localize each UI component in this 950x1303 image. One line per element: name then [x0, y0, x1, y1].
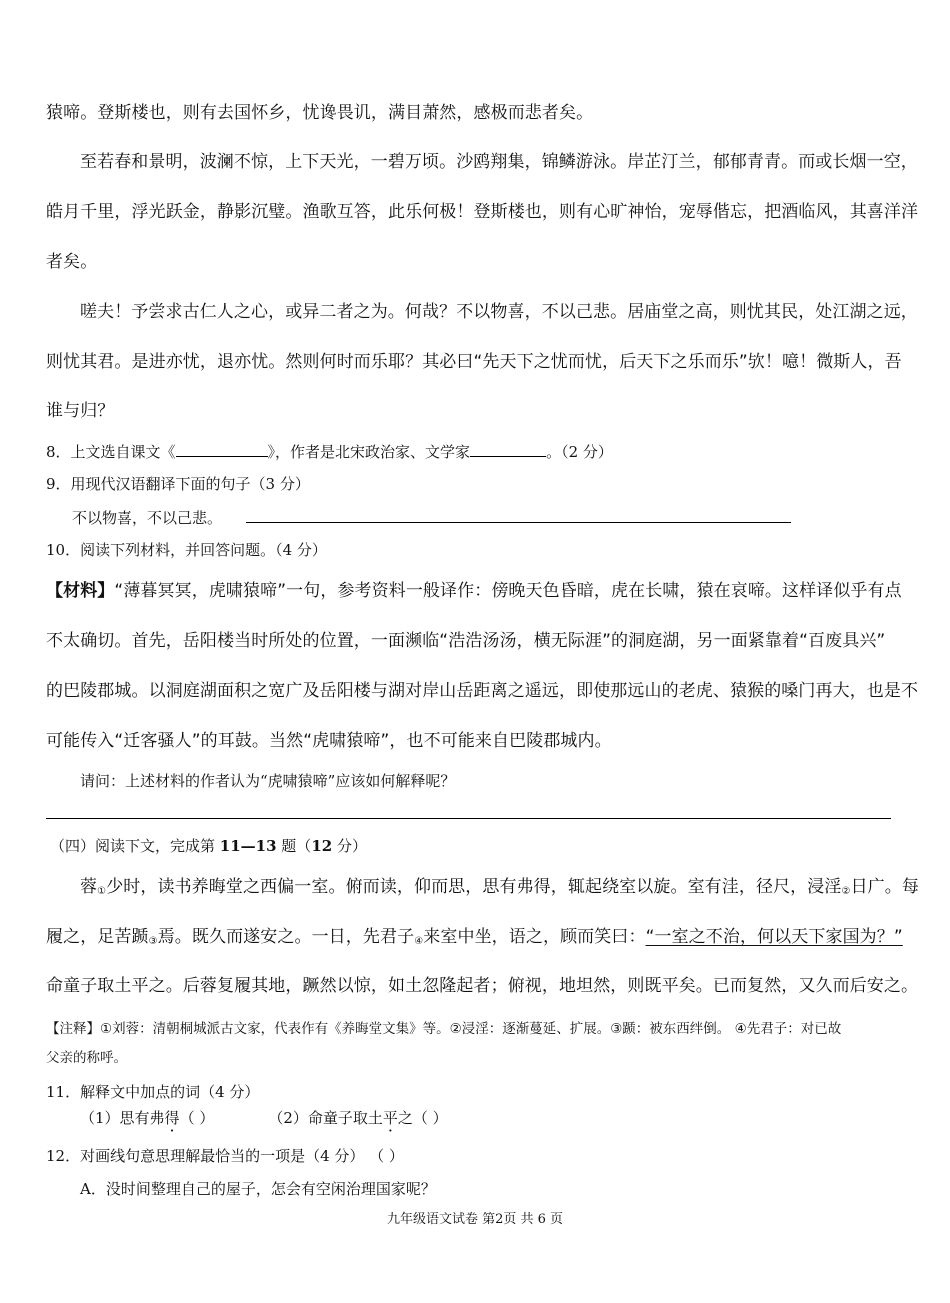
section-4-text-c: 题（	[276, 837, 312, 855]
q9-answer-line[interactable]	[246, 507, 791, 523]
passage-line-4: 者矣。	[46, 252, 98, 272]
text2-line-2	[46, 922, 908, 947]
q9-sentence-text: 不以物喜，不以己悲。	[72, 509, 223, 527]
question-8	[46, 441, 908, 462]
material-line-4: 可能传入“迁客骚人”的耳鼓。当然“虎啸猿啼”，也不可能来自巴陵郡城内。	[46, 731, 612, 751]
text2-seg: 焉。既久而遂安之。一日，先君子	[157, 927, 415, 947]
q11-item-2: （2）命童子取土	[268, 1109, 383, 1127]
passage-line-1: 猿啼。登斯楼也，则有去国怀乡，忧谗畏讥，满目萧然，感极而悲者矣。	[46, 103, 594, 123]
q8-blank-author[interactable]	[470, 441, 546, 457]
text2-seg: 日广。每	[850, 877, 919, 897]
footnote-marker-1: ①	[97, 886, 107, 897]
q8-text-3: 。（2 分）	[546, 443, 613, 461]
material-line-2: 不太确切。首先，岳阳楼当时所处的位置，一面濒临“浩浩汤汤，横无际涯”的洞庭湖，另一面紧靠着“百废具兴”	[46, 631, 886, 651]
notes-line-2: 父亲的称呼。	[46, 1050, 127, 1066]
section-4-range: 11—13	[219, 837, 277, 855]
text2-seg: 履之，足苦踬	[46, 927, 149, 947]
text2-line-3: 命童子取土平之。后蓉复履其地，蹶然以惊，如土忽隆起者；俯视，地坦然，则既平矣。已而复然，又久而后安之。	[46, 976, 919, 996]
q11-item-1: （1）思有弗	[80, 1109, 165, 1127]
material-line-3: 的巴陵郡城。以洞庭湖面积之宽广及岳阳楼与湖对岸山岳距离之遥远，即使那远山的老虎、猿猴的嗓门再大，也是不	[46, 681, 919, 701]
footnote-marker-4: ④	[414, 936, 424, 947]
section-4-score: 12	[311, 837, 333, 855]
question-11-items	[80, 1107, 942, 1128]
question-12-option-a: A．没时间整理自己的屋子，怎会有空闲治理国家呢？	[80, 1180, 436, 1198]
passage-line-5: 嗟夫！予尝求古仁人之心，或异二者之为。何哉？不以物喜，不以己悲。居庙堂之高，则忧其民，处江湖之远，	[80, 302, 918, 322]
question-9-stem: 9．用现代汉语翻译下面的句子（3 分）	[46, 475, 310, 493]
q8-blank-title[interactable]	[176, 441, 268, 457]
q11-answer-2[interactable]: 之（ ）	[397, 1109, 448, 1127]
material-text-1: “薄暮冥冥，虎啸猿啼”一句，参考资料一般译作：傍晚天色昏暗，虎在长啸，猿在哀啼。这样译似乎有点	[114, 581, 902, 601]
passage-line-2: 至若春和景明，波澜不惊，上下天光，一碧万顷。沙鸥翔集，锦鳞游泳。岸芷汀兰，郁郁青青。而或长烟一空，	[80, 152, 918, 172]
q11-dotted-word-2: 平	[382, 1109, 398, 1127]
question-9-sentence	[72, 507, 934, 528]
q8-text-2: 》，作者是北宋政治家、文学家	[267, 443, 471, 461]
question-10-stem: 10．阅读下列材料，并回答问题。（4 分）	[46, 541, 327, 559]
text2-seg: 少时，读书养晦堂之西偏一室。俯而读，仰而思，思有弗得，辄起绕室以旋。室有洼，径尺，浸淫	[106, 877, 842, 897]
passage-line-6: 则忧其君。是进亦忧，退亦忧。然则何时而乐耶？其必曰“先天下之忧而忧，后天下之乐而乐”欤！噫！微斯人，吾	[46, 352, 902, 372]
text2-seg: 来室中坐，语之，顾而笑曰：	[423, 927, 646, 947]
q11-dotted-word-1: 得	[164, 1109, 180, 1127]
passage-line-3: 皓月千里，浮光跃金，静影沉璧。渔歌互答，此乐何极！登斯楼也，则有心旷神怡，宠辱偕忘，把酒临风，其喜洋洋	[46, 202, 919, 222]
material-line-1	[46, 576, 908, 601]
question-11-stem: 11．解释文中加点的词（4 分）	[46, 1083, 260, 1101]
q11-answer-1[interactable]: （ ）	[179, 1109, 215, 1127]
section-4-text-e: 分）	[332, 837, 367, 855]
text2-seg: 蓉	[80, 877, 98, 897]
material-label: 【材料】	[46, 581, 115, 601]
notes-line-1: 【注释】①刘蓉：清朝桐城派古文家，代表作有《养晦堂文集》等。②浸淫：逐渐蔓延、扩展。③踬：被东西绊倒。 ④先君子：对已故	[46, 1021, 842, 1037]
footnote-marker-3: ③	[148, 936, 158, 947]
section-4-text-a: （四）阅读下文，完成第	[50, 837, 220, 855]
question-12-stem: 12．对画线句意思理解最恰当的一项是（4 分） （ ）	[46, 1147, 404, 1165]
passage-line-7: 谁与归？	[46, 401, 115, 421]
page-footer: 九年级语文试卷 第2页 共 6 页	[386, 1212, 564, 1227]
q10-answer-line[interactable]	[46, 818, 891, 819]
question-10-ask: 请问：上述材料的作者认为“虎啸猿啼”应该如何解释呢？	[80, 772, 456, 790]
section-4-heading	[50, 835, 912, 856]
text2-line-1	[80, 872, 942, 897]
q8-text-1: 8．上文选自课文《	[46, 443, 176, 461]
footnote-marker-2: ②	[841, 886, 851, 897]
underlined-sentence: “一室之不治，何以天下家国为？”	[645, 927, 903, 947]
